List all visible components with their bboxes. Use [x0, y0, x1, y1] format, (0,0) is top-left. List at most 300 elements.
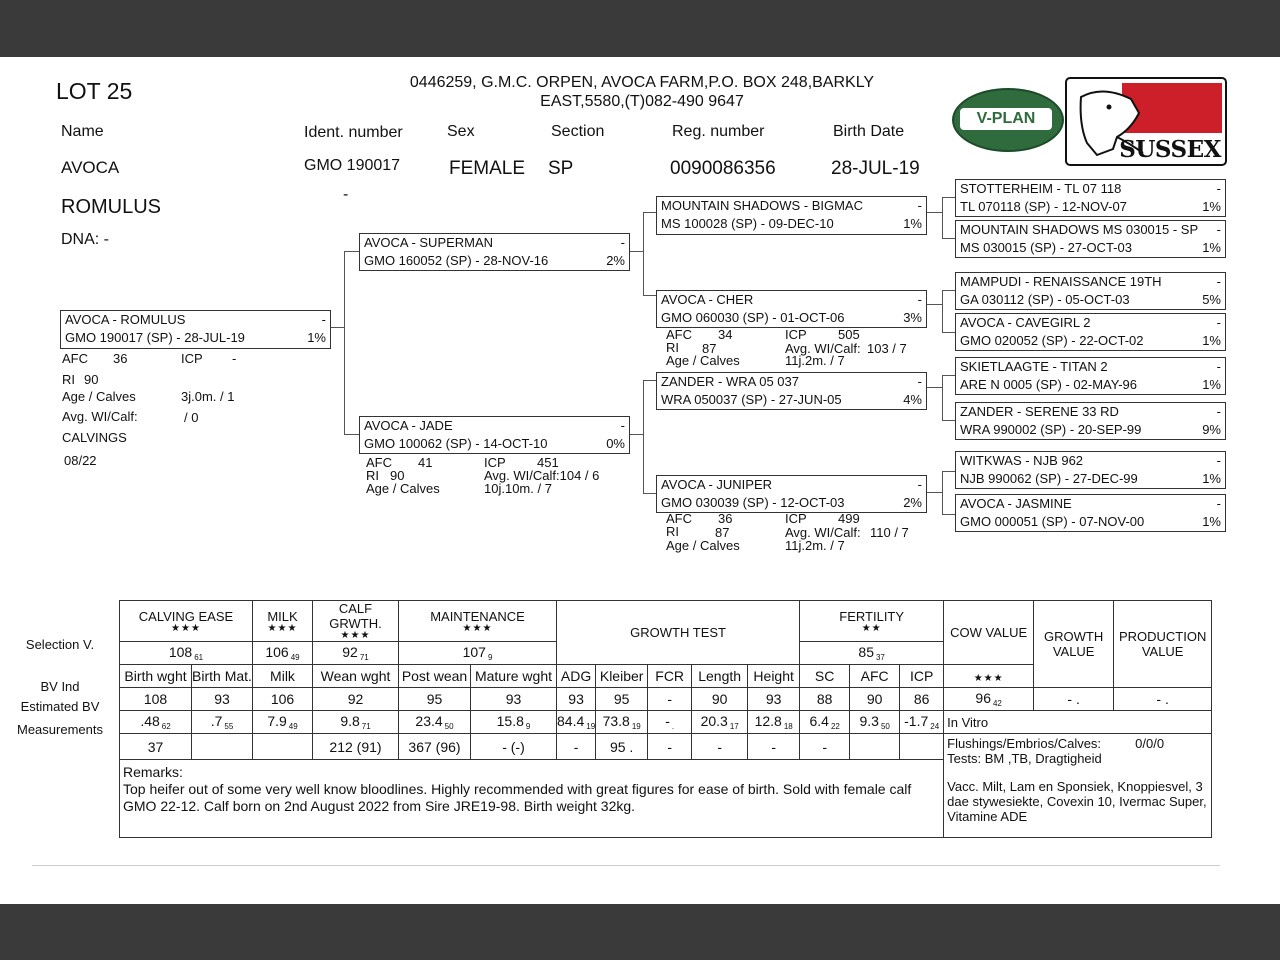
connector	[628, 434, 643, 435]
maintenance-title: MAINTENANCE	[430, 608, 525, 624]
subject-afc-label: AFC	[62, 351, 88, 366]
col-icp: ICP	[900, 665, 944, 688]
dam-dam-afc: 36	[718, 511, 733, 526]
col-mature-wght: Mature wght	[471, 665, 557, 688]
g-flag: -	[1216, 453, 1221, 468]
est-row	[120, 711, 1212, 734]
g-name: ZANDER - SERENE 33 RD	[960, 404, 1119, 419]
sel-calf-n: 71	[359, 653, 369, 662]
milk-title: MILK	[267, 608, 298, 624]
g-box-5[interactable]	[955, 357, 1226, 395]
bv-cell: 93	[557, 688, 596, 711]
col-fcr: FCR	[648, 665, 692, 688]
flushings-line	[947, 736, 1208, 751]
g-pct: 1%	[1202, 240, 1221, 255]
dam-name: AVOCA - JADE	[364, 418, 453, 433]
animal-sex: FEMALE	[449, 158, 526, 179]
est-n: 17	[729, 722, 739, 731]
dam-sire-box[interactable]	[656, 372, 927, 410]
dam-dam-age: 11j.2m. / 7	[785, 538, 845, 553]
performance-table	[119, 600, 1212, 838]
est-n: 24	[930, 722, 940, 731]
in-vitro: In Vitro	[944, 711, 1212, 734]
sire-dam-ri-label: RI	[666, 340, 679, 355]
est-cell	[471, 711, 557, 734]
g-reg: MS 030015 (SP) - 27-OCT-03	[960, 240, 1132, 255]
growth-test-group: GROWTH TEST	[557, 601, 800, 665]
connector	[925, 492, 942, 493]
connector	[942, 197, 943, 238]
est-n: 18	[783, 722, 793, 731]
g-reg: ARE N 0005 (SP) - 02-MAY-96	[960, 377, 1138, 392]
est-value: 6.4	[809, 713, 829, 729]
sire-dam-icp-label: ICP	[785, 327, 807, 342]
est-n: 22	[830, 722, 840, 731]
g-flag: -	[1216, 274, 1221, 289]
g-pct: 1%	[1202, 377, 1221, 392]
subject-reg: GMO 190017 (SP) - 28-JUL-19	[65, 330, 245, 345]
vaccinations: Vacc. Milt, Lam en Sponsiek, Knoppiesvel, 3 dae stywesiekte, Covexin 10, Ivermac Super, Vitamine ADE	[947, 779, 1207, 824]
g-name: WITKWAS - NJB 962	[960, 453, 1084, 468]
subject-name: AVOCA - ROMULUS	[65, 312, 186, 327]
meas-cell: -	[692, 734, 748, 760]
lot-page	[0, 57, 1280, 904]
connector	[344, 434, 360, 435]
sel-fert-value: 85	[858, 644, 874, 660]
sel-maint	[399, 642, 557, 665]
dam-dam-pct: 2%	[903, 495, 922, 510]
bv-cow-value-n: 42	[992, 699, 1002, 708]
est-value: .48	[140, 713, 160, 729]
production-value-title: PRODUCTION VALUE	[1114, 601, 1212, 688]
ident-label: Ident. number	[304, 124, 403, 141]
sel-milk	[253, 642, 313, 665]
g-reg: TL 070118 (SP) - 12-NOV-07	[960, 199, 1127, 214]
sussex-text: SUSSEX	[1119, 136, 1221, 163]
est-cell	[748, 711, 800, 734]
bv-cell: 108	[120, 688, 192, 711]
bv-cell: 90	[692, 688, 748, 711]
est-value: 23.4	[415, 713, 443, 729]
animal-section: SP	[548, 158, 574, 179]
dam-sire-reg: WRA 050037 (SP) - 27-JUN-05	[661, 392, 842, 407]
g-flag: -	[1216, 359, 1221, 374]
col-wean-wght: Wean wght	[313, 665, 399, 688]
meas-cell: 212 (91)	[313, 734, 399, 760]
est-value: -	[665, 713, 670, 729]
g-reg: GA 030112 (SP) - 05-OCT-03	[960, 292, 1130, 307]
col-kleiber: Kleiber	[596, 665, 648, 688]
meas-cell: -	[748, 734, 800, 760]
meas-cell	[192, 734, 253, 760]
dam-dam-ri-label: RI	[666, 524, 679, 539]
est-n: 19	[586, 722, 596, 731]
est-cell	[692, 711, 748, 734]
g-box-4[interactable]	[955, 313, 1226, 351]
est-value: 20.3	[700, 713, 728, 729]
col-milk: Milk	[253, 665, 313, 688]
dam-afc: 41	[418, 455, 433, 470]
subject-icp: -	[232, 351, 237, 366]
milk-group	[253, 601, 313, 642]
dam-pct: 0%	[606, 436, 625, 451]
est-cell	[192, 711, 253, 734]
flushings-value: 0/0/0	[1135, 736, 1165, 751]
bottom-divider	[32, 865, 1220, 866]
tests: Tests: BM ,TB, Dragtigheid	[947, 751, 1102, 766]
g-name: MOUNTAIN SHADOWS MS 030015 - SP	[960, 222, 1199, 237]
connector	[643, 212, 657, 213]
g-name: AVOCA - CAVEGIRL 2	[960, 315, 1091, 330]
growth-value-title: GROWTH VALUE	[1034, 601, 1114, 688]
g-reg: GMO 020052 (SP) - 22-OCT-02	[960, 333, 1144, 348]
calving-ease-title: CALVING EASE	[138, 608, 234, 624]
connector	[942, 514, 956, 515]
connector	[925, 212, 942, 213]
bv-cell: 93	[748, 688, 800, 711]
meas-cell	[900, 734, 944, 760]
dam-flag: -	[620, 418, 625, 433]
maintenance-stars: ★★★	[462, 622, 493, 634]
section-label: Section	[551, 123, 605, 140]
dam-dam-icp: 499	[838, 511, 860, 526]
bv-cell: 95	[399, 688, 471, 711]
meas-cell: -	[648, 734, 692, 760]
g-flag: -	[1216, 404, 1221, 419]
cow-value-title: COW VALUE	[944, 601, 1034, 665]
g-reg: NJB 990062 (SP) - 27-DEC-99	[960, 471, 1138, 486]
connector	[925, 387, 942, 388]
sel-calving	[120, 642, 253, 665]
connector	[942, 238, 956, 239]
sire-dam-pct: 3%	[903, 310, 922, 325]
sire-name: AVOCA - SUPERMAN	[364, 235, 494, 250]
cow-value-stars: ★★★	[973, 673, 1004, 684]
dam-wi: Avg. WI/Calf:104 / 6	[484, 468, 600, 483]
est-cell	[596, 711, 648, 734]
animal-name-1: AVOCA	[61, 158, 120, 177]
meas-row	[120, 734, 1212, 760]
est-cell	[850, 711, 900, 734]
animal-ident-sub: -	[343, 186, 349, 203]
dam-icp-label: ICP	[484, 455, 506, 470]
remarks-label: Remarks:	[123, 764, 183, 780]
connector	[628, 251, 643, 252]
dam-dam-name: AVOCA - JUNIPER	[661, 477, 773, 492]
sire-pct: 2%	[606, 253, 625, 268]
meas-cell: 95 .	[596, 734, 648, 760]
g-pct: 1%	[1202, 514, 1221, 529]
g-reg: GMO 000051 (SP) - 07-NOV-00	[960, 514, 1145, 529]
sire-dam-box[interactable]	[656, 290, 927, 328]
sel-maint-value: 107	[462, 644, 486, 660]
dam-dam-icp-label: ICP	[785, 511, 807, 526]
est-value: 7.9	[267, 713, 287, 729]
sel-calving-value: 108	[168, 644, 193, 660]
dam-sire-flag: -	[917, 374, 922, 389]
sel-fert-n: 37	[875, 653, 885, 662]
bv-cell: 106	[253, 688, 313, 711]
g-pct: 1%	[1202, 333, 1221, 348]
sire-reg: GMO 160052 (SP) - 28-NOV-16	[364, 253, 549, 268]
dam-ri: 90	[390, 468, 405, 483]
sel-calf-value: 92	[342, 644, 358, 660]
g-box-1[interactable]	[955, 179, 1226, 217]
sire-dam-afc: 34	[718, 327, 733, 342]
g-box-2[interactable]	[955, 220, 1226, 258]
sel-calf	[313, 642, 399, 665]
subject-afc: 36	[113, 351, 128, 366]
calf-growth-title: CALF GRWTH.	[329, 601, 382, 631]
est-value: -1.7	[904, 713, 929, 729]
connector	[942, 290, 943, 332]
sire-dam-afc-label: AFC	[666, 327, 692, 342]
cow-value-stars-cell	[944, 665, 1034, 688]
col-afc: AFC	[850, 665, 900, 688]
dam-dam-box[interactable]	[656, 475, 927, 513]
subject-age-label: Age / Calves	[62, 389, 136, 404]
bv-row-label: BV Ind	[40, 679, 80, 694]
sire-box[interactable]	[359, 233, 630, 271]
sel-calving-n: 61	[194, 653, 204, 662]
bv-cell: 86	[900, 688, 944, 711]
est-n: 49	[288, 722, 298, 731]
meas-cell: - (-)	[471, 734, 557, 760]
dam-dam-age-label: Age / Calves	[666, 538, 740, 553]
est-n: .	[671, 722, 675, 731]
sire-sire-box[interactable]	[656, 196, 927, 235]
remarks-text: Top heifer out of some very well know bloodlines. Highly recommended with great figures for ease of birth. Sold with female calf GMO 22-12. Calf born on 2nd August 2022 from Sire JRE19-98. Birth weight 32kg.	[123, 781, 912, 814]
meas-row-label: Measurements	[17, 722, 103, 737]
est-value: 15.8	[496, 713, 524, 729]
est-n: 50	[444, 722, 454, 731]
sire-sire-flag: -	[917, 198, 922, 213]
est-cell	[253, 711, 313, 734]
dam-dam-afc-label: AFC	[666, 511, 692, 526]
subject-ri-label: RI	[62, 372, 75, 387]
subject-wi: / 0	[184, 410, 199, 425]
vplan-text: V-PLAN	[960, 108, 1052, 130]
calf-growth-group	[313, 601, 399, 642]
meas-cell: -	[800, 734, 850, 760]
dam-dam-wi: 110 / 7	[870, 525, 909, 540]
lot-number: LOT 25	[56, 78, 133, 104]
calving-stars: ★★★	[171, 622, 201, 634]
sire-dam-name: AVOCA - CHER	[661, 292, 754, 307]
est-cell	[800, 711, 850, 734]
name-label: Name	[61, 123, 104, 140]
est-value: 12.8	[754, 713, 782, 729]
col-post-wean: Post wean	[399, 665, 471, 688]
connector	[329, 327, 344, 328]
flushings-cell	[944, 734, 1212, 838]
est-n: 9	[525, 722, 531, 731]
fertility-stars: ★★	[861, 622, 882, 634]
col-height: Height	[748, 665, 800, 688]
meas-cell: 37	[120, 734, 192, 760]
calving-ease-group	[120, 601, 253, 642]
breeder-line-2: EAST,5580,(T)082-490 9647	[540, 93, 744, 110]
animal-reg: 0090086356	[670, 158, 776, 179]
sire-sire-name: MOUNTAIN SHADOWS - BIGMAC	[661, 198, 863, 213]
g-pct: 1%	[1202, 471, 1221, 486]
connector	[643, 380, 644, 493]
reg-label: Reg. number	[672, 123, 765, 140]
bv-cell: 93	[471, 688, 557, 711]
sire-dam-age: 11j.2m. / 7	[785, 353, 845, 368]
dam-dam-reg: GMO 030039 (SP) - 12-OCT-03	[661, 495, 845, 510]
dam-dam-flag: -	[917, 477, 922, 492]
meas-cell	[253, 734, 313, 760]
connector	[925, 304, 942, 305]
g-name: MAMPUDI - RENAISSANCE 19TH	[960, 274, 1162, 289]
animal-birth: 28-JUL-19	[831, 158, 920, 179]
est-cell	[648, 711, 692, 734]
bv-cow-value	[944, 688, 1034, 711]
breeder-address	[370, 73, 914, 111]
sire-dam-age-label: Age / Calves	[666, 353, 740, 368]
est-cell	[313, 711, 399, 734]
dna: DNA: -	[61, 231, 109, 248]
connector	[942, 375, 956, 376]
sex-label: Sex	[447, 123, 475, 140]
connector	[344, 251, 360, 252]
g-reg: WRA 990002 (SP) - 20-SEP-99	[960, 422, 1142, 437]
col-length: Length	[692, 665, 748, 688]
bv-cell: 93	[192, 688, 253, 711]
calvings-label: CALVINGS	[62, 430, 127, 445]
milk-stars: ★★★	[267, 622, 298, 634]
col-adg: ADG	[557, 665, 596, 688]
meas-cell: 367 (96)	[399, 734, 471, 760]
maintenance-group	[399, 601, 557, 642]
g-pct: 1%	[1202, 199, 1221, 214]
connector	[942, 471, 943, 514]
subject-flag: -	[321, 312, 326, 327]
subject-wi-label: Avg. WI/Calf:	[62, 409, 138, 424]
connector	[942, 197, 956, 198]
connector	[942, 471, 956, 472]
sel-maint-n: 9	[487, 653, 493, 662]
g-flag: -	[1216, 496, 1221, 511]
animal-name-2: ROMULUS	[61, 196, 162, 218]
fertility-title: FERTILITY	[839, 608, 905, 624]
connector	[942, 420, 956, 421]
sire-dam-reg: GMO 060030 (SP) - 01-OCT-06	[661, 310, 845, 325]
connector	[344, 251, 345, 434]
sire-dam-icp: 505	[838, 327, 860, 342]
g-box-8[interactable]	[955, 494, 1226, 532]
sussex-logo	[1065, 77, 1227, 166]
est-row-label: Estimated BV	[20, 699, 100, 714]
sire-dam-wi: 103 / 7	[867, 341, 907, 356]
connector	[643, 212, 644, 295]
dam-age: 10j.10m. / 7	[484, 481, 552, 496]
dam-icp: 451	[537, 455, 559, 470]
est-value: 9.8	[340, 713, 360, 729]
est-value: 9.3	[859, 713, 879, 729]
bv-cell: 88	[800, 688, 850, 711]
sire-sire-pct: 1%	[903, 216, 922, 231]
g-pct: 5%	[1202, 292, 1221, 307]
bv-growth-value: - .	[1034, 688, 1114, 711]
g-flag: -	[1216, 315, 1221, 330]
connector	[643, 295, 657, 296]
sire-flag: -	[620, 235, 625, 250]
col-birth-wght: Birth wght	[120, 665, 192, 688]
g-box-3[interactable]	[955, 272, 1226, 310]
subject-box[interactable]	[60, 310, 331, 349]
fertility-group	[800, 601, 944, 642]
sire-dam-wi-label: Avg. WI/Calf:	[785, 341, 861, 356]
g-box-7[interactable]	[955, 451, 1226, 489]
sire-dam-flag: -	[917, 292, 922, 307]
bv-cell: 90	[850, 688, 900, 711]
g-name: STOTTERHEIM - TL 07 118	[960, 181, 1122, 196]
dam-dam-ri: 87	[715, 525, 730, 540]
est-n: 50	[880, 722, 890, 731]
subject-ri: 90	[84, 372, 99, 387]
sel-milk-value: 106	[265, 644, 289, 660]
est-n: 71	[361, 722, 371, 731]
remarks-cell	[120, 760, 944, 838]
sel-fert	[800, 642, 944, 665]
vplan-logo	[952, 88, 1064, 152]
birth-label: Birth Date	[833, 123, 905, 140]
connector	[942, 375, 943, 420]
connector	[643, 380, 657, 381]
selection-row-label: Selection V.	[25, 637, 95, 652]
dam-sire-name: ZANDER - WRA 05 037	[661, 374, 799, 389]
dam-box[interactable]	[359, 416, 630, 454]
subject-age: 3j.0m. / 1	[181, 389, 235, 404]
dam-ri-label: RI	[366, 468, 379, 483]
subject-icp-label: ICP	[181, 351, 203, 366]
est-n: 62	[161, 722, 171, 731]
est-cell	[399, 711, 471, 734]
est-value: .7	[210, 713, 223, 729]
dam-sire-pct: 4%	[903, 392, 922, 407]
calf-growth-stars: ★★★	[340, 630, 371, 641]
est-cell	[120, 711, 192, 734]
connector	[942, 290, 956, 291]
meas-cell	[850, 734, 900, 760]
est-n: 55	[224, 722, 234, 731]
bv-cell: -	[648, 688, 692, 711]
breeder-line-1: 0446259, G.M.C. ORPEN, AVOCA FARM,P.O. BOX 248,BARKLY	[409, 74, 875, 91]
g-flag: -	[1216, 222, 1221, 237]
dam-afc-label: AFC	[366, 455, 392, 470]
g-box-6[interactable]	[955, 402, 1226, 440]
g-flag: -	[1216, 181, 1221, 196]
col-sc: SC	[800, 665, 850, 688]
flushings-label: Flushings/Embrios/Calves:	[947, 736, 1102, 751]
dam-dam-wi-label: Avg. WI/Calf:	[785, 525, 861, 540]
connector	[942, 332, 956, 333]
animal-ident: GMO 190017	[304, 157, 401, 174]
subject-pct: 1%	[307, 330, 326, 345]
connector	[643, 493, 657, 494]
bv-row	[120, 688, 1212, 711]
est-value: 84.4	[557, 713, 585, 729]
sire-dam-ri: 87	[702, 341, 717, 356]
sire-sire-reg: MS 100028 (SP) - 09-DEC-10	[661, 216, 834, 231]
dam-age-label: Age / Calves	[366, 481, 440, 496]
calvings-value: 08/22	[64, 453, 97, 468]
sel-milk-n: 49	[290, 653, 300, 662]
bv-cell: 95	[596, 688, 648, 711]
g-name: AVOCA - JASMINE	[960, 496, 1072, 511]
